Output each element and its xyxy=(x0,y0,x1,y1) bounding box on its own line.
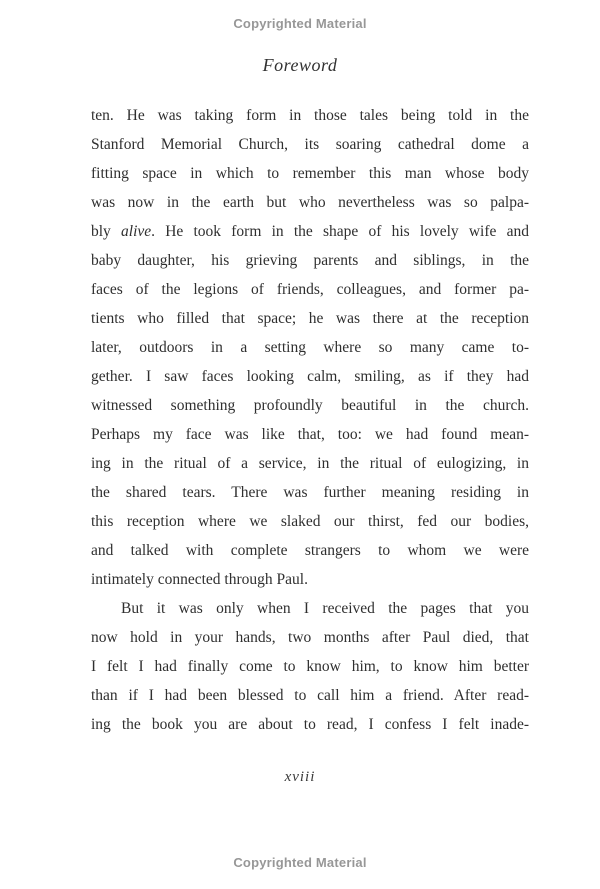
text-segment: fitting space in which to remember this man whose body xyxy=(91,165,529,182)
body-line xyxy=(91,188,529,217)
body-line xyxy=(91,449,529,478)
text-segment: this reception where we slaked our thirst, fed our bodies, xyxy=(91,513,529,530)
body-line xyxy=(91,536,529,565)
text-segment: witnessed something profoundly beautiful in the church. xyxy=(91,397,529,414)
text-segment: faces of the legions of friends, colleagues, and former pa- xyxy=(91,281,529,298)
text-segment: later, outdoors in a setting where so many came to- xyxy=(91,339,529,356)
body-line xyxy=(91,478,529,507)
italic-text: alive xyxy=(121,223,152,240)
text-segment: and talked with complete strangers to whom we were xyxy=(91,542,529,559)
text-segment: was now in the earth but who nevertheless was so palpa- xyxy=(91,194,529,211)
body-line xyxy=(91,420,529,449)
text-segment: Perhaps my face was like that, too: we had found mean- xyxy=(91,426,529,443)
text-segment: ing the book you are about to read, I confess I felt inade- xyxy=(91,716,529,733)
body-line xyxy=(91,710,529,739)
body-line xyxy=(91,391,529,420)
text-segment: intimately connected through Paul. xyxy=(91,571,308,588)
body-line xyxy=(91,217,529,246)
text-segment: now hold in your hands, two months after Paul died, that xyxy=(91,629,529,646)
copyright-notice-top: Copyrighted Material xyxy=(233,16,367,31)
text-segment: ing in the ritual of a service, in the ritual of eulogizing, in xyxy=(91,455,529,472)
text-segment: Stanford Memorial Church, its soaring cathedral dome a xyxy=(91,136,529,153)
text-segment: bly xyxy=(91,223,122,240)
copyright-notice-bottom: Copyrighted Material xyxy=(233,855,367,870)
text-segment: I felt I had finally come to know him, to know him better xyxy=(91,658,529,675)
text-segment: ten. He was taking form in those tales being told in the xyxy=(91,107,529,124)
text-segment: than if I had been blessed to call him a friend. After read- xyxy=(91,687,529,704)
chapter-heading: Foreword xyxy=(262,55,338,75)
body-line xyxy=(91,594,529,623)
body-line xyxy=(91,362,529,391)
body-line xyxy=(91,565,529,594)
text-segment: tients who filled that space; he was there at the reception xyxy=(91,310,529,327)
body-line xyxy=(91,275,529,304)
body-line xyxy=(91,623,529,652)
body-line xyxy=(91,304,529,333)
body-line xyxy=(91,333,529,362)
text-segment: . He took form in the shape of his lovely wife and xyxy=(151,223,529,240)
text-segment: But it was only when I received the pages that you xyxy=(121,600,529,617)
body-line xyxy=(91,130,529,159)
body-text xyxy=(91,101,529,739)
body-line xyxy=(91,681,529,710)
text-segment: the shared tears. There was further meaning residing in xyxy=(91,484,529,501)
page-number: xviii xyxy=(284,769,316,785)
text-segment: gether. I saw faces looking calm, smiling, as if they had xyxy=(91,368,529,385)
body-line xyxy=(91,159,529,188)
body-line xyxy=(91,246,529,275)
body-line xyxy=(91,652,529,681)
text-segment: baby daughter, his grieving parents and siblings, in the xyxy=(91,252,529,269)
body-line xyxy=(91,101,529,130)
body-line xyxy=(91,507,529,536)
